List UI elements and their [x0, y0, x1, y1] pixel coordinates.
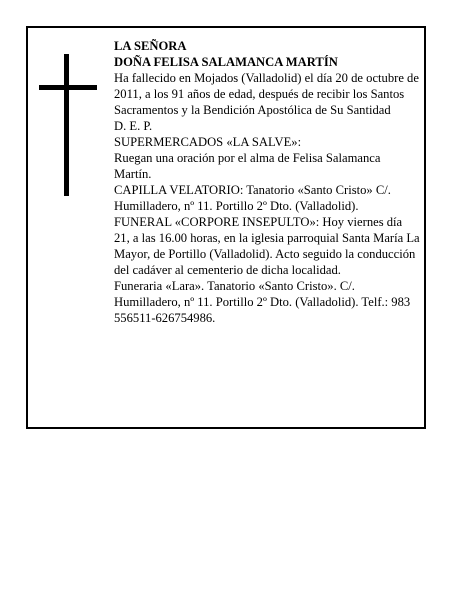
- prayer-request: Ruegan una oración por el alma de Felisa Salamanca Martín.: [114, 151, 381, 181]
- notice-heading: LA SEÑORA: [114, 39, 187, 53]
- deceased-name: DOÑA FELISA SALAMANCA MARTÍN: [114, 55, 338, 69]
- funeral-info: FUNERAL «CORPORE INSEPULTO»: Hoy viernes día 21, a las 16.00 horas, en la iglesia parroquial Santa María La Mayor, de Portillo (Valladolid). Acto seguido la conducción del cadáver al cementerio de dicha localidad.: [114, 215, 420, 277]
- mourning-company: SUPERMERCADOS «LA SALVE»:: [114, 135, 302, 149]
- chapel-info: CAPILLA VELATORIO: Tanatorio «Santo Cristo» C/. Humilladero, nº 11. Portillo 2º Dto. (Valladolid).: [114, 183, 391, 213]
- cross-horizontal-bar: [39, 85, 97, 90]
- latin-cross-icon: [39, 54, 97, 196]
- obituary-text: [114, 38, 420, 326]
- rip-line: D. E. P.: [114, 119, 153, 133]
- funeral-home-info: Funeraria «Lara». Tanatorio «Santo Cristo». C/. Humilladero, nº 11. Portillo 2º Dto. (Valladolid). Telf.: 983 556511-626754986.: [114, 279, 411, 325]
- death-announcement: Ha fallecido en Mojados (Valladolid) el día 20 de octubre de 2011, a los 91 años de edad, después de recibir los Santos Sacramentos y la Bendición Apostólica de Su Santidad: [114, 71, 419, 117]
- cross-vertical-bar: [64, 54, 69, 196]
